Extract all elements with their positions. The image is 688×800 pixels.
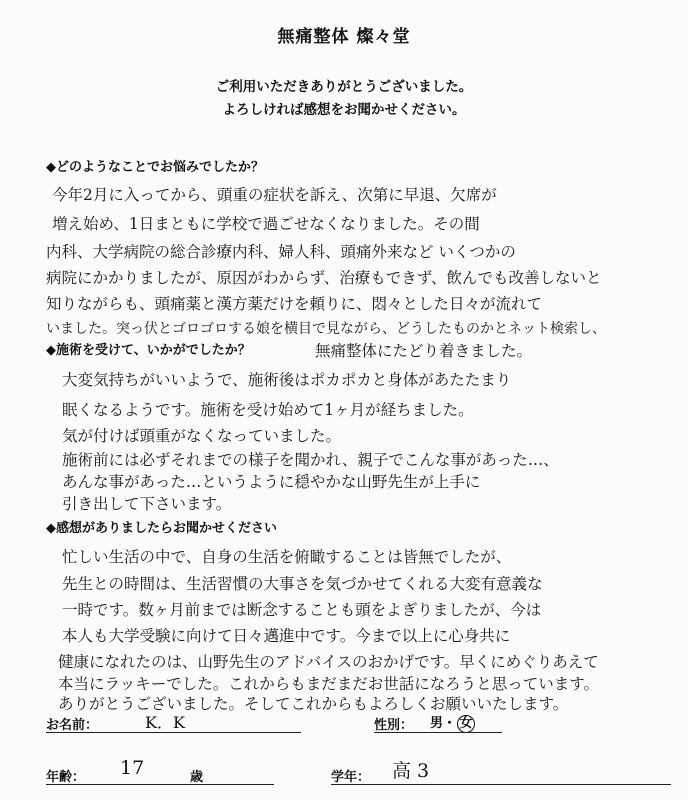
handwritten-line: 今年2月に入ってから、頭重の症状を訴え、次第に早退、欠席が [52, 186, 497, 204]
handwritten-line: 施術前には必ずそれまでの様子を聞かれ、親子でこんな事があった…、 [62, 451, 559, 469]
age-value: 17 [120, 757, 145, 779]
handwritten-line: 内科、大学病院の総合診療内科、婦人科、頭痛外来など いくつかの [46, 243, 516, 261]
handwritten-line: 一時です。数ヶ月前までは断念することも頭をよぎりましたが、今は [62, 601, 542, 619]
gender-male: 男 [430, 716, 444, 731]
handwritten-line: 健康になれたのは、山野先生のアドバイスのおかげです。早くにめぐりあえて [58, 653, 599, 671]
handwritten-line: ありがとうございました。そしてこれからもよろしくお願いいたします。 [58, 695, 569, 713]
question-heading-feedback: ◆感想がありましたらお聞かせください [46, 521, 277, 536]
question-heading-result: ◆施術を受けて、いかがでしたか？ [46, 343, 251, 358]
handwritten-line: 気が付けば頭重がなくなっていました。 [62, 427, 342, 445]
name-underline [46, 732, 301, 733]
greeting-line-2: よろしければ感想をお聞かせください。 [222, 102, 466, 118]
greeting-line-1: ご利用いただきありがとうございました。 [215, 79, 473, 95]
name-value: K．K [145, 713, 185, 732]
clinic-title: 無痛整体 燦々堂 [277, 27, 411, 47]
handwritten-line: 本人も大学受験に向けて日々邁進中です。今まで以上に心身共に [62, 627, 511, 645]
gender-label: 性別： [374, 718, 414, 733]
handwritten-line: 忙しい生活の中で、自身の生活を俯瞰することは皆無でしたが、 [62, 548, 512, 566]
grade-underline [331, 784, 671, 785]
handwritten-line: 本当にラッキーでした。これからもまだまだお世話になろうと思っています。 [58, 675, 599, 693]
handwritten-line: 無痛整体にたどり着きました。 [315, 342, 533, 360]
handwritten-line: あんな事があった…というように穏やかな山野先生が上手に [62, 473, 481, 491]
age-unit: 歳 [190, 770, 204, 785]
grade-label: 学年： [331, 770, 371, 785]
name-label: お名前： [46, 718, 99, 733]
handwritten-line: 知りながらも、頭痛薬と漢方薬だけを頼りに、悶々とした日々が流れて [46, 295, 543, 313]
handwritten-line: 大変気持ちがいいようで、施術後はポカポカと身体があたたまり [62, 371, 512, 389]
grade-value: 高 3 [392, 760, 430, 782]
age-underline [46, 784, 274, 785]
handwritten-line: 先生との時間は、生活習慣の大事さを気づかせてくれる大変有意義な [62, 575, 543, 593]
gender-options [430, 712, 475, 733]
age-label: 年齢： [46, 770, 86, 785]
question-heading-concern: ◆どのようなことでお悩みでしたか？ [46, 160, 264, 175]
handwritten-line: 眠くなるようです。施術を受け始めて1ヶ月が経ちました。 [62, 401, 474, 419]
handwritten-line: 増え始め、1日まともに学校で過ごせなくなりました。その間 [52, 215, 480, 233]
gender-separator: ・ [443, 716, 457, 731]
gender-underline [374, 732, 502, 733]
handwritten-line: いました。突っ伏とゴロゴロする娘を横目で見ながら、どうしたものかとネット検索し、 [46, 321, 606, 337]
handwritten-line: 引き出して下さいます。 [62, 495, 232, 513]
handwritten-line: 病院にかかりましたが、原因がわからず、治療もできず、飲んでも改善しないと [46, 269, 602, 287]
gender-female-circled: 女 [457, 715, 475, 733]
